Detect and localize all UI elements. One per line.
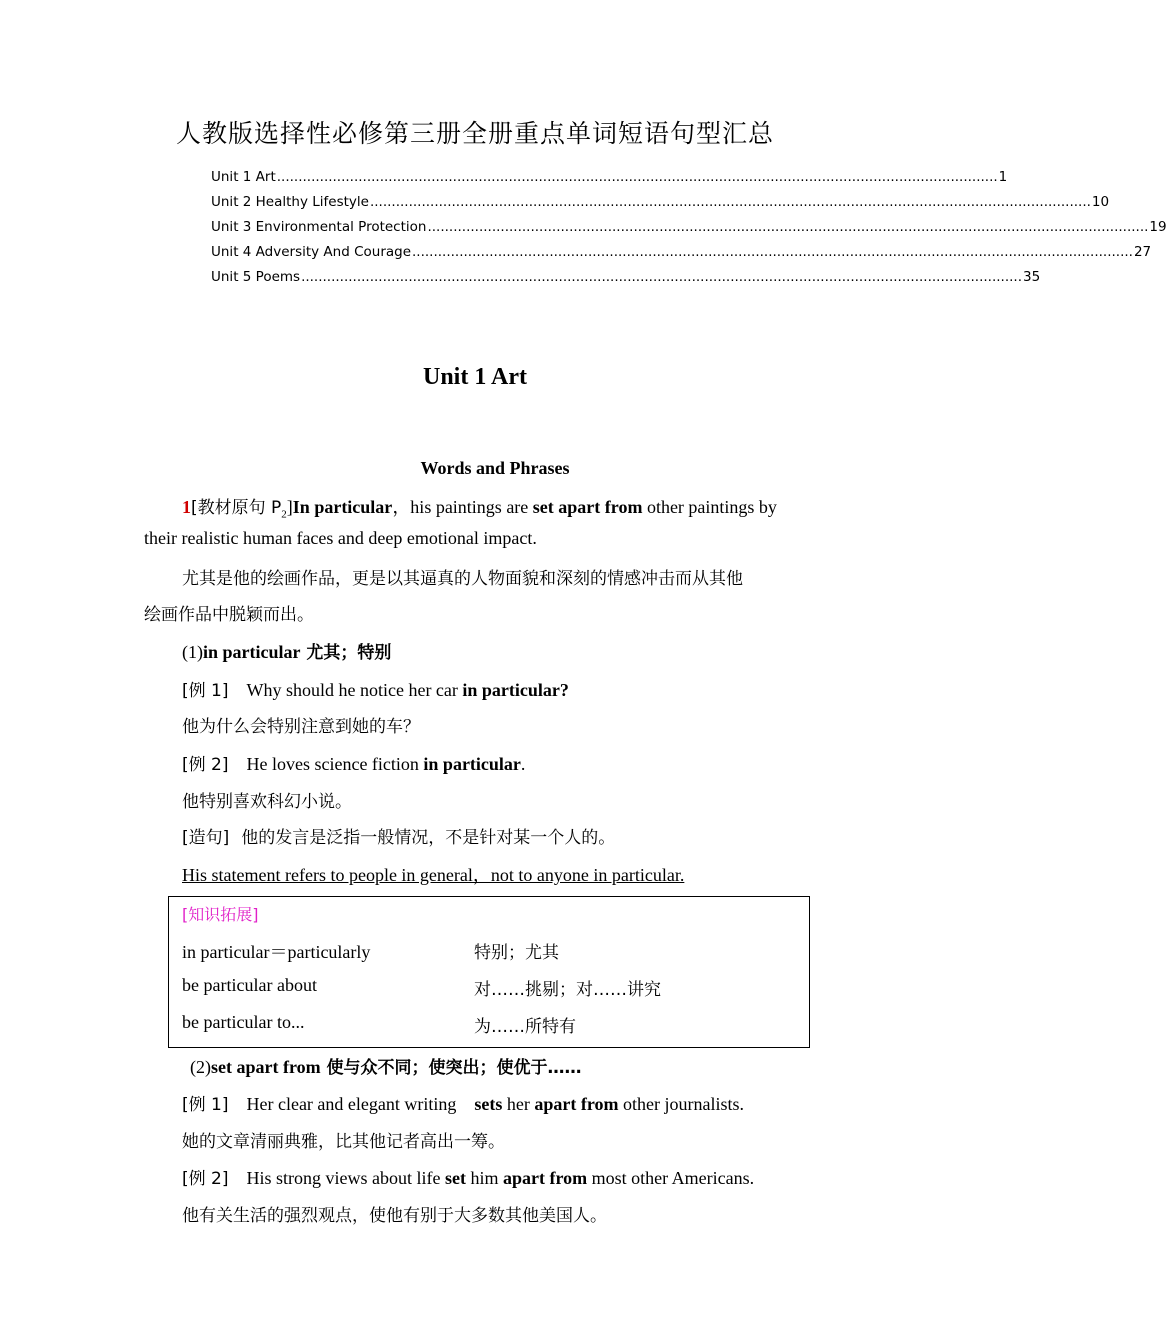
toc-entry-unit5[interactable] bbox=[211, 269, 1041, 285]
key-phrase: set apart from bbox=[532, 497, 643, 517]
source-page-sub: 2 bbox=[281, 508, 287, 521]
toc-page: 35 bbox=[1023, 269, 1041, 285]
example-line bbox=[182, 750, 525, 775]
example-bold: apart from bbox=[534, 1094, 619, 1114]
toc-leader: ........................................................................................................................................................................ bbox=[369, 194, 1091, 210]
example-bold: apart from bbox=[502, 1168, 588, 1188]
point-index: (1) bbox=[182, 642, 203, 662]
toc-leader: ........................................................................................................................................................................ bbox=[276, 169, 998, 185]
knowledge-box-heading: [知识拓展] bbox=[182, 905, 259, 924]
point-meaning: 使与众不同；使突出；使优于…… bbox=[320, 1058, 582, 1078]
entry-number: 1 bbox=[182, 497, 191, 517]
knowledge-row-en: in particular＝particularly bbox=[182, 942, 371, 962]
point-phrase: in particular bbox=[203, 642, 301, 662]
toc-page: 27 bbox=[1133, 244, 1152, 260]
example-text: He loves science fiction bbox=[246, 754, 424, 774]
example-text: Why should he notice her car bbox=[246, 680, 463, 700]
toc-page: 1 bbox=[998, 169, 1008, 185]
make-sentence-prompt: 他的发言是泛指一般情况，不是针对某一个人的。 bbox=[241, 828, 616, 848]
knowledge-row-cn: 特别；尤其 bbox=[474, 943, 559, 963]
example-bold: set bbox=[444, 1168, 466, 1188]
toc-entry-unit4[interactable] bbox=[211, 244, 1152, 260]
toc-entry-unit2[interactable] bbox=[211, 194, 1110, 210]
source-sentence-line2: their realistic human faces and deep emotional impact. bbox=[144, 528, 537, 548]
key-phrase: In particular bbox=[292, 497, 393, 517]
example-bold: sets bbox=[474, 1094, 503, 1114]
translation-line2: 绘画作品中脱颖而出。 bbox=[144, 605, 314, 625]
make-sentence-answer: His statement refers to people in general，not to anyone in particular. bbox=[182, 865, 685, 885]
sentence-text: ，his paintings are bbox=[392, 497, 533, 517]
example-bold: in particular bbox=[423, 754, 521, 774]
toc-label: Unit 2 Healthy Lifestyle bbox=[211, 194, 369, 210]
toc-leader: ........................................................................................................................................................................ bbox=[427, 219, 1149, 235]
section-heading: Words and Phrases bbox=[420, 458, 570, 478]
example-text: Her clear and elegant writing bbox=[246, 1094, 457, 1114]
toc-leader: ........................................................................................................................................................................ bbox=[412, 244, 1133, 260]
example-translation: 他为什么会特别注意到她的车？ bbox=[182, 717, 420, 737]
example-tag: [例 1] bbox=[182, 1095, 229, 1115]
source-sentence-line1 bbox=[182, 493, 777, 521]
toc-label: Unit 4 Adversity And Courage bbox=[211, 244, 412, 260]
make-sentence-line bbox=[182, 823, 615, 848]
toc-page: 10 bbox=[1091, 194, 1110, 210]
point-index: (2) bbox=[190, 1057, 211, 1077]
example-line bbox=[182, 676, 569, 701]
document-title: 人教版选择性必修第三册全册重点单词短语句型汇总 bbox=[175, 119, 774, 148]
unit-heading: Unit 1 Art bbox=[423, 364, 527, 390]
example-text: her bbox=[502, 1094, 535, 1114]
example-tag: [例 2] bbox=[182, 755, 229, 775]
toc-entry-unit3[interactable] bbox=[211, 219, 1167, 235]
example-bold: in particular? bbox=[462, 680, 569, 700]
example-end: . bbox=[520, 754, 526, 774]
toc-label: Unit 1 Art bbox=[211, 169, 276, 185]
sentence-text: other paintings by bbox=[642, 497, 777, 517]
toc-page: 19 bbox=[1149, 219, 1167, 235]
example-text: other journalists. bbox=[618, 1094, 745, 1114]
knowledge-row-cn: 为……所特有 bbox=[474, 1017, 576, 1037]
example-text: His strong views about life bbox=[246, 1168, 445, 1188]
toc-entry-unit1[interactable] bbox=[211, 169, 1008, 185]
point-heading bbox=[190, 1053, 582, 1078]
point-phrase: set apart from bbox=[211, 1057, 321, 1077]
example-translation: 他有关生活的强烈观点，使他有别于大多数其他美国人。 bbox=[182, 1206, 607, 1226]
toc-label: Unit 5 Poems bbox=[211, 269, 301, 285]
example-line bbox=[182, 1164, 754, 1189]
example-tag: [例 1] bbox=[182, 681, 229, 701]
example-text: him bbox=[465, 1168, 503, 1188]
point-meaning: 尤其；特别 bbox=[300, 643, 392, 663]
make-sentence-tag: [造句] bbox=[182, 828, 230, 848]
toc-label: Unit 3 Environmental Protection bbox=[211, 219, 427, 235]
example-tag: [例 2] bbox=[182, 1169, 229, 1189]
source-tag: [教材原句 P bbox=[191, 498, 282, 518]
point-heading bbox=[182, 638, 391, 663]
example-translation: 他特别喜欢科幻小说。 bbox=[182, 792, 352, 812]
knowledge-row-en: be particular to... bbox=[182, 1012, 305, 1032]
translation-line1: 尤其是他的绘画作品，更是以其逼真的人物面貌和深刻的情感冲击而从其他 bbox=[182, 569, 743, 589]
example-text: most other Americans. bbox=[587, 1168, 755, 1188]
example-line bbox=[182, 1090, 744, 1115]
knowledge-row-cn: 对……挑剔；对……讲究 bbox=[474, 980, 661, 1000]
toc-leader: ........................................................................................................................................................................ bbox=[301, 269, 1022, 285]
example-translation: 她的文章清丽典雅，比其他记者高出一筹。 bbox=[182, 1132, 505, 1152]
source-tag-close: ] bbox=[286, 497, 293, 517]
knowledge-row-en: be particular about bbox=[182, 975, 317, 995]
